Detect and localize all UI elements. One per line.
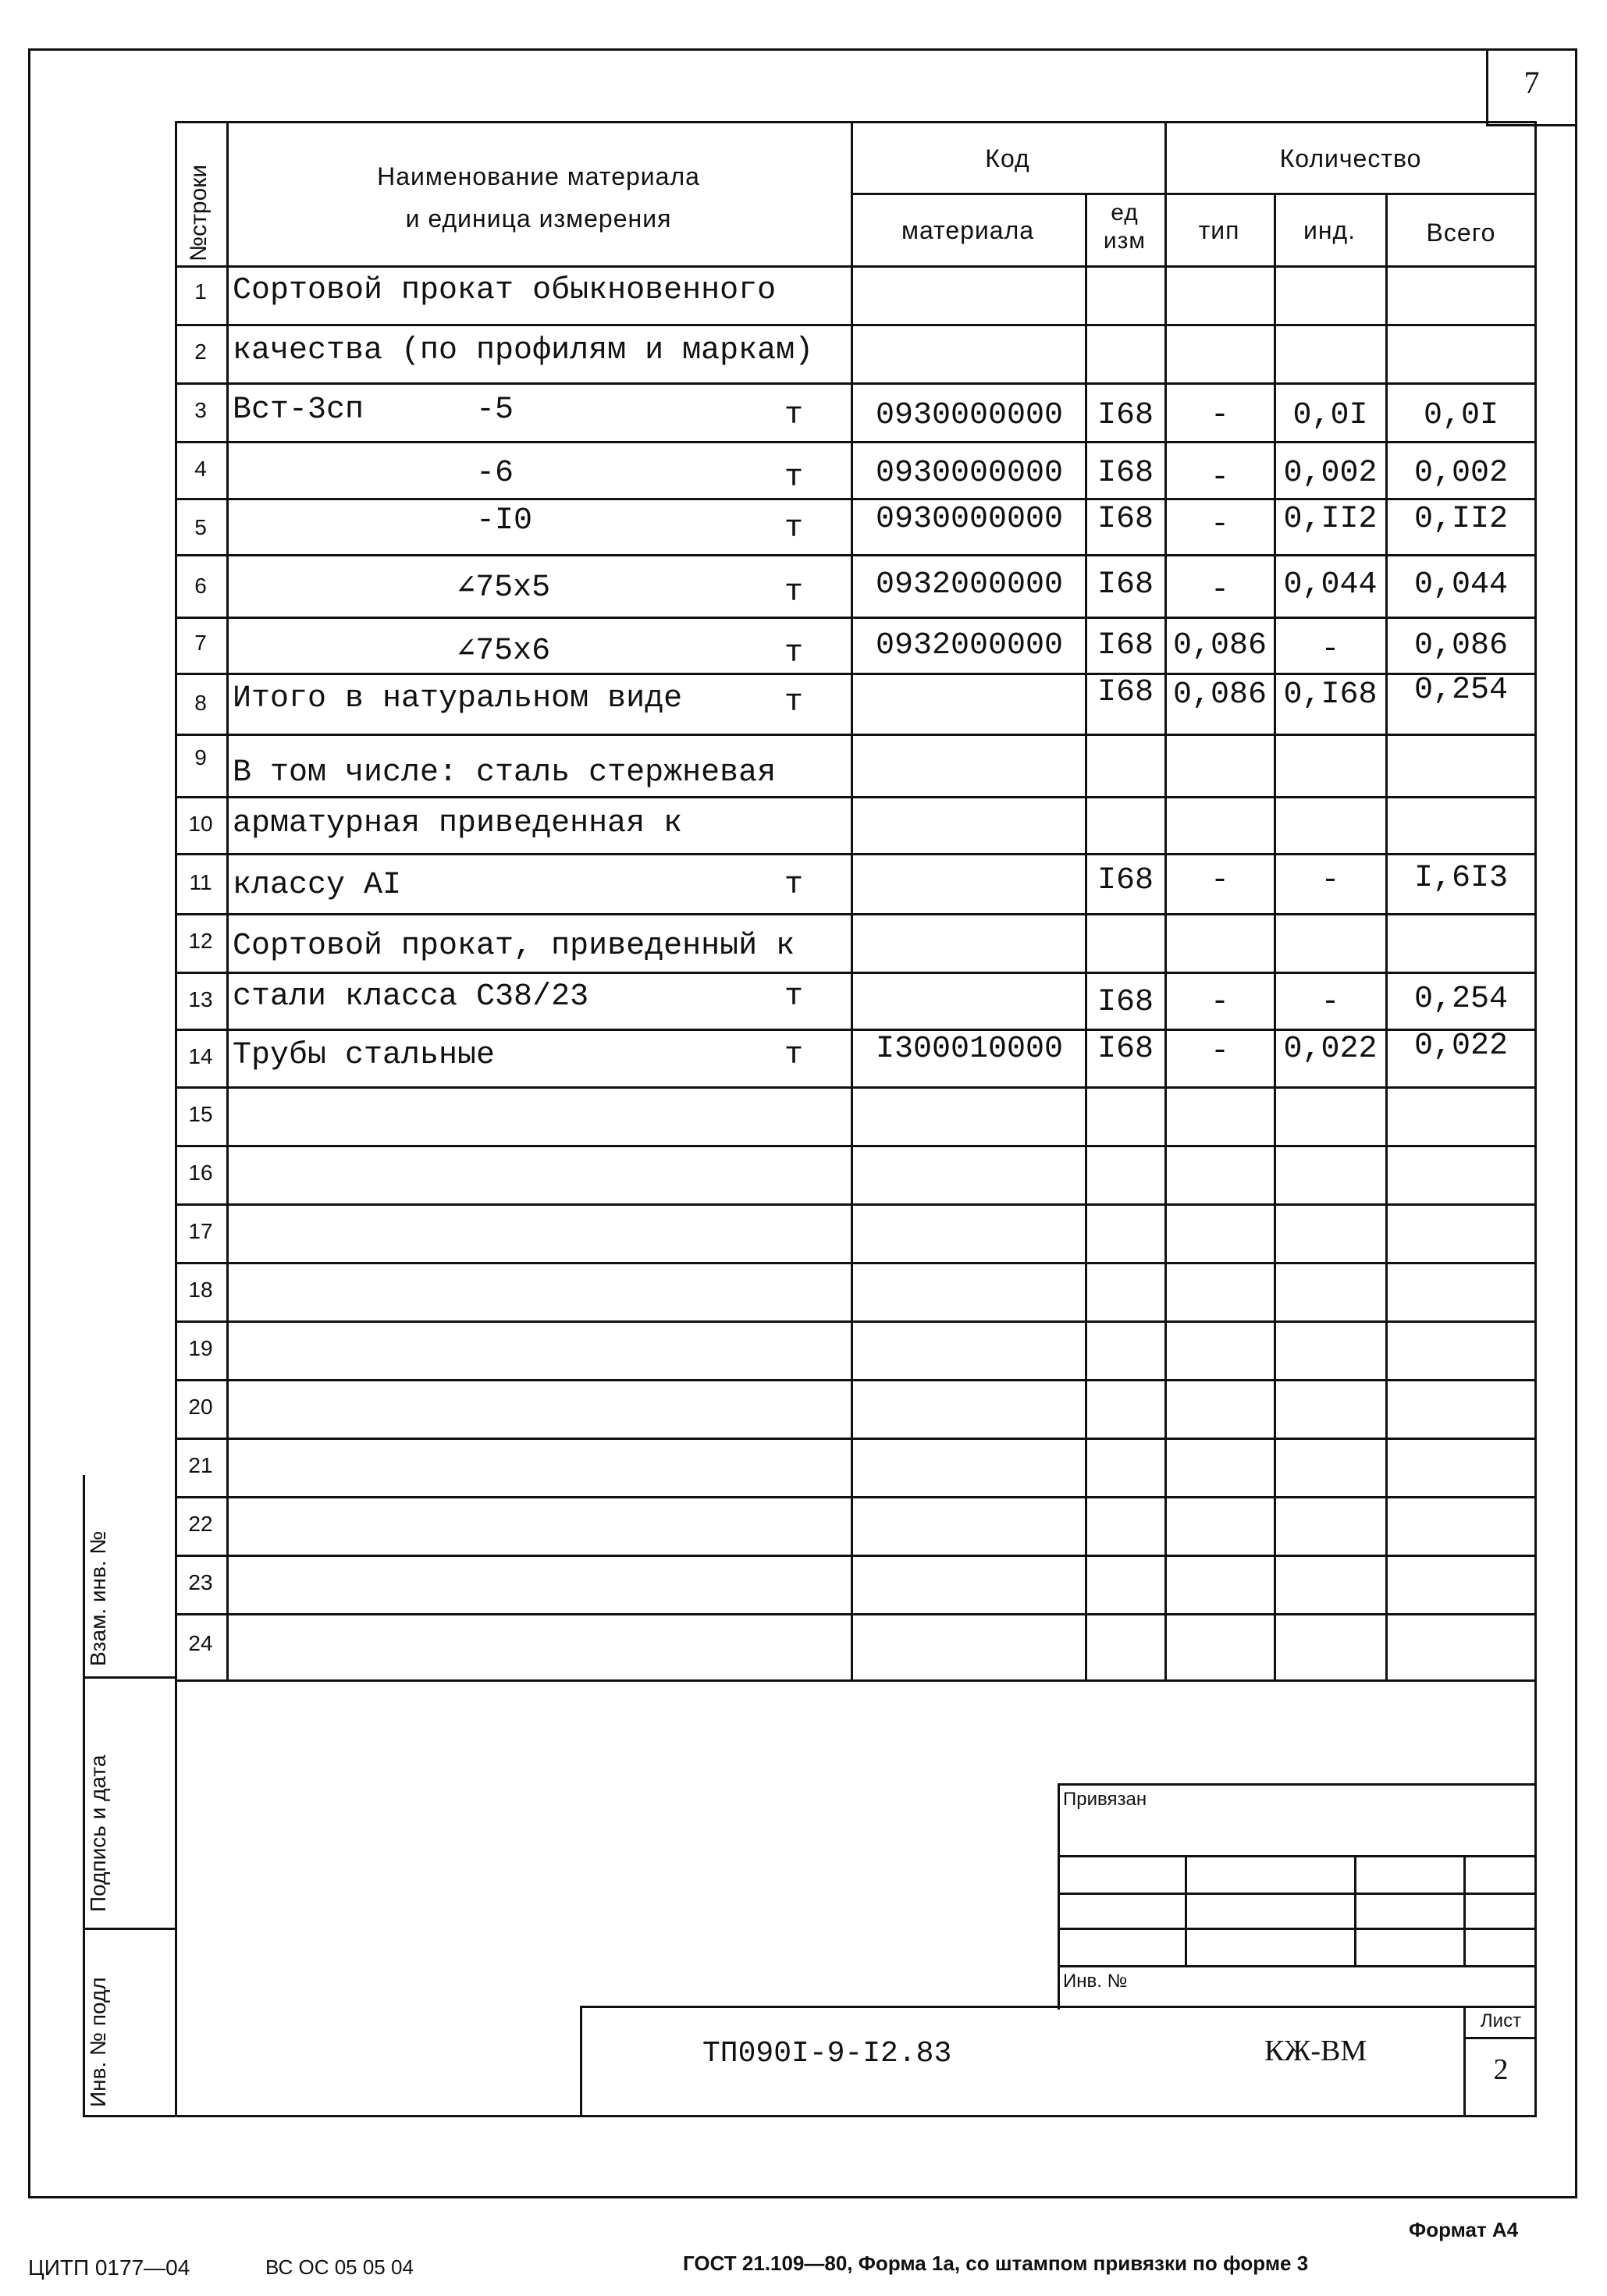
row-line [175,1496,1537,1498]
row-name: Вст-3сп [233,393,364,428]
row-line [175,554,1537,556]
row-ed: I68 [1097,863,1154,898]
stamp-col [1354,1855,1356,1965]
row-total: 0,II2 [1413,502,1509,537]
row-size: ∠75x6 [457,634,551,669]
inv-podl-label: Инв. № подл [86,1977,110,2107]
footer-left-code: ЦИТП 0177—04 [28,2255,190,2280]
header-row-no: №строки [186,164,212,261]
row-ind: - [1321,863,1340,898]
row-ind: - [1321,985,1340,1020]
row-number: 19 [188,1336,213,1360]
row-code: I300010000 [875,1032,1064,1067]
row-name: В том числе: сталь стержневая [233,755,777,791]
row-size: -I0 [476,503,533,538]
row-line [175,1320,1537,1323]
row-type: 0,086 [1172,628,1267,663]
row-name: арматурная приведенная к [233,806,683,841]
row-line [175,913,1537,915]
row-type: - [1210,460,1229,496]
row-line [175,498,1537,500]
row-code: 0930000000 [875,456,1064,491]
row-ind: 0,002 [1283,456,1378,491]
row-number: 20 [188,1395,213,1419]
row-line [175,441,1537,443]
row-name: Трубы стальные [233,1038,496,1073]
row-line [175,1086,1537,1089]
row-number: 1 [194,279,207,304]
row-unit: т [784,575,804,610]
row-unit: т [784,460,804,496]
row-name: Сортовой прокат обыкновенного [233,273,777,308]
binding-divider [83,1928,176,1930]
header-name-line1: Наименование материала [377,162,700,190]
row-ed: I68 [1097,398,1154,433]
vzam-inv-label: Взам. инв. № [86,1530,110,1666]
row-type: - [1210,398,1229,433]
row-code: 0930000000 [875,502,1064,537]
sheet-frame [28,48,1577,2198]
row-line [175,853,1537,855]
sheet-number: 2 [1493,2053,1509,2086]
row-number: 18 [188,1278,213,1302]
row-number: 23 [188,1570,213,1594]
row-ind: 0,044 [1283,567,1378,602]
row-type: - [1210,507,1229,542]
header-unit-2: изм [1103,228,1147,254]
row-number: 24 [188,1631,213,1655]
row-line [175,1613,1537,1615]
table-bottom [83,2115,1537,2117]
row-number: 13 [188,987,213,1011]
row-number: 2 [194,339,207,364]
row-number: 6 [194,574,207,598]
row-ed: I68 [1097,675,1154,710]
row-number: 11 [189,870,212,894]
row-ind: 0,022 [1283,1032,1378,1067]
row-number: 4 [194,457,207,481]
row-ind: 0,II2 [1283,502,1378,537]
table-top-border [175,121,1537,123]
row-total: 0,044 [1413,567,1509,602]
row-total: 0,0I [1423,398,1499,433]
row-number: 21 [188,1453,213,1477]
col-line-code [851,121,853,1682]
row-size: ∠75x5 [457,570,551,606]
row-line [175,1145,1537,1147]
row-size: -5 [476,393,514,428]
row-name: стали класса С38/23 [233,979,589,1015]
row-ed: I68 [1097,456,1154,491]
row-line [175,324,1537,326]
row-number: 9 [194,745,207,769]
row-line [175,1438,1537,1440]
row-line [175,617,1537,619]
row-type: 0,086 [1172,677,1267,713]
inv-no-label: Инв. № [1063,1971,1128,1992]
header-material: материала [901,216,1035,244]
col-line-qty [1164,121,1167,1682]
row-number: 14 [188,1044,213,1068]
row-line [175,1679,1537,1682]
privyazan-label: Привязан [1063,1789,1147,1810]
binding-divider [83,1676,176,1679]
row-name: Итого в натуральном виде [233,681,683,716]
row-unit: т [784,868,804,903]
sheet-label: Лист [1480,2010,1522,2031]
row-name: классу AI [233,868,402,903]
footer-gost: ГОСТ 21.109—80, Форма 1а, со штампом привязки по форме 3 [683,2252,1309,2275]
row-line [175,1029,1537,1031]
header-ind: инд. [1303,216,1356,244]
row-number: 16 [188,1160,213,1185]
document-code: ТП090I-9-I2.83 [702,2037,952,2070]
row-type: - [1210,1034,1229,1069]
row-unit: т [784,1038,804,1073]
row-ed: I68 [1097,1032,1154,1067]
row-number: 10 [188,812,213,836]
row-total: 0,086 [1413,628,1509,663]
row-number: 7 [194,631,207,655]
row-unit: т [784,979,804,1015]
header-quantity: Количество [1279,144,1422,172]
stamp-line [1058,1965,1537,1967]
header-unit-1: ед [1111,200,1139,226]
row-ind: - [1321,632,1340,667]
header-name-line2: и единица измерения [405,204,672,233]
row-line [175,1262,1537,1264]
row-type: - [1210,863,1229,898]
row-line [175,972,1537,974]
stamp-col [1463,1855,1466,1965]
stamp-top [1058,1783,1537,1786]
title-top [580,2006,1537,2008]
row-type: - [1210,985,1229,1020]
row-unit: т [784,636,804,671]
header-code: Код [985,144,1030,172]
row-code: 0932000000 [875,628,1064,663]
binding-strip-line [83,1475,85,2117]
row-number: 15 [188,1102,213,1126]
row-size: -6 [476,456,514,491]
footer-format: Формат А4 [1409,2218,1519,2241]
row-line [175,673,1537,675]
col-line-rowno [226,121,229,1682]
title-left [580,2006,582,2117]
row-number: 5 [194,515,207,539]
row-line [175,382,1537,385]
header-total: Всего [1426,219,1496,247]
row-number: 12 [188,929,213,953]
row-total: 0,002 [1413,456,1509,491]
page-number: 7 [1523,65,1540,100]
row-total: 0,254 [1413,982,1509,1017]
footer-left-code2: ВС ОС 05 05 04 [265,2255,414,2279]
row-number: 17 [188,1219,213,1243]
row-total: 0,022 [1413,1029,1509,1064]
row-number: 3 [194,398,207,422]
row-unit: т [784,685,804,720]
row-line [175,1203,1537,1206]
sheet-box-divider [1463,2037,1537,2039]
row-unit: т [784,511,804,546]
row-ind: 0,I68 [1283,677,1378,713]
stamp-left [1058,1783,1060,2010]
row-number: 22 [188,1512,213,1536]
stamp-col [1185,1855,1187,1965]
row-ed: I68 [1097,985,1154,1020]
row-ed: I68 [1097,502,1154,537]
row-total: I,6I3 [1413,861,1509,896]
header-bottom-line [175,265,1537,268]
row-line [175,796,1537,798]
row-unit: т [784,398,804,433]
document-mark: КЖ-ВМ [1264,2035,1367,2067]
row-line [175,734,1537,736]
header-type: тип [1198,216,1240,244]
row-name: Сортовой прокат, приведенный к [233,929,795,964]
row-total: 0,254 [1413,673,1509,708]
row-ed: I68 [1097,567,1154,602]
header-subrow-line [851,193,1537,195]
row-number: 8 [194,691,207,715]
row-line [175,1379,1537,1381]
podpis-data-label: Подпись и дата [86,1754,110,1912]
row-ed: I68 [1097,628,1154,663]
row-name: качества (по профилям и маркам) [233,333,814,368]
row-type: - [1210,573,1229,608]
row-code: 0932000000 [875,567,1064,602]
row-code: 0930000000 [875,398,1064,433]
row-line [175,1555,1537,1557]
row-ind: 0,0I [1292,398,1368,433]
